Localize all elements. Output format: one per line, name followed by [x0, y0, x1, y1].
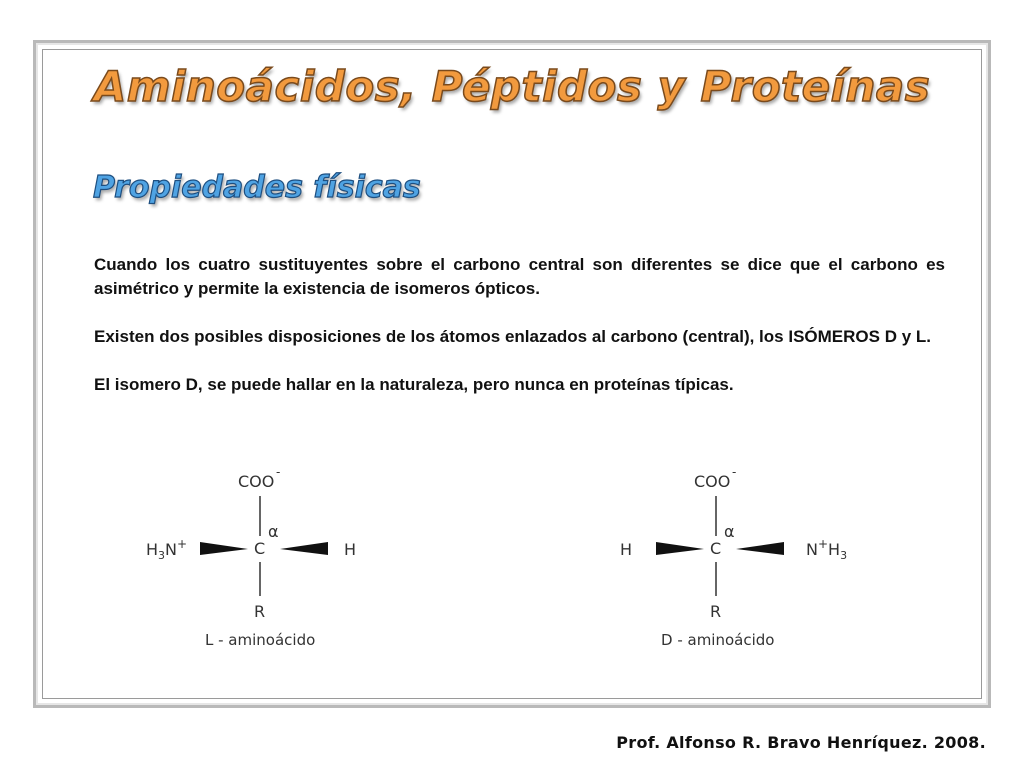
- l-wedge-right: [280, 542, 328, 555]
- d-alpha-label: α: [724, 522, 735, 541]
- body-text: [94, 253, 945, 397]
- d-left-group: H: [620, 540, 633, 559]
- d-wedge-right: [736, 542, 784, 555]
- l-top-charge: -: [276, 465, 281, 479]
- paragraph-isomers: Existen dos posibles disposiciones de los átomos enlazados al carbono (central), los ISÓMEROS D y L.: [94, 327, 931, 346]
- l-caption: L - aminoácido: [205, 631, 316, 649]
- slide-title: Aminoácidos, Péptidos y Proteínas: [93, 62, 931, 111]
- section-subtitle: Propiedades físicas: [93, 170, 421, 205]
- d-center-carbon: C: [710, 539, 722, 558]
- d-wedge-left: [656, 542, 704, 555]
- l-right-group: H: [344, 540, 357, 559]
- d-right-charge: +: [817, 537, 829, 551]
- l-wedge-left: [200, 542, 248, 555]
- d-isomer-structure: [586, 460, 926, 660]
- l-left-group: [146, 537, 187, 562]
- l-top-group: COO: [238, 472, 275, 491]
- l-left-charge: +: [177, 537, 188, 551]
- d-right-sub: 3: [840, 549, 848, 562]
- d-top-group: COO: [694, 472, 731, 491]
- d-isomer-diagram: [586, 460, 926, 660]
- l-isomer-structure: [130, 460, 470, 660]
- d-top-charge: -: [732, 465, 737, 479]
- l-bottom-group: R: [254, 602, 266, 621]
- paragraph-d-isomer: El isomero D, se puede hallar en la naturaleza, pero nunca en proteínas típicas.: [94, 375, 734, 394]
- l-isomer-diagram: [130, 460, 470, 660]
- d-caption: D - aminoácido: [661, 631, 775, 649]
- d-right-group: [806, 537, 847, 562]
- paragraph-asymmetric-carbon: Cuando los cuatro sustituyentes sobre el carbono central son diferentes se dice que el carbono es asimétrico y permite la existencia de isomeros ópticos.: [94, 255, 945, 298]
- d-bottom-group: R: [710, 602, 722, 621]
- l-left-n: N: [165, 540, 177, 559]
- d-right-h: H: [828, 540, 841, 559]
- l-alpha-label: α: [268, 522, 279, 541]
- l-left-h: H: [146, 540, 159, 559]
- d-right-n: N: [806, 540, 818, 559]
- l-center-carbon: C: [254, 539, 266, 558]
- l-left-sub: 3: [158, 549, 166, 562]
- author-credit: Prof. Alfonso R. Bravo Henríquez. 2008.: [616, 733, 986, 752]
